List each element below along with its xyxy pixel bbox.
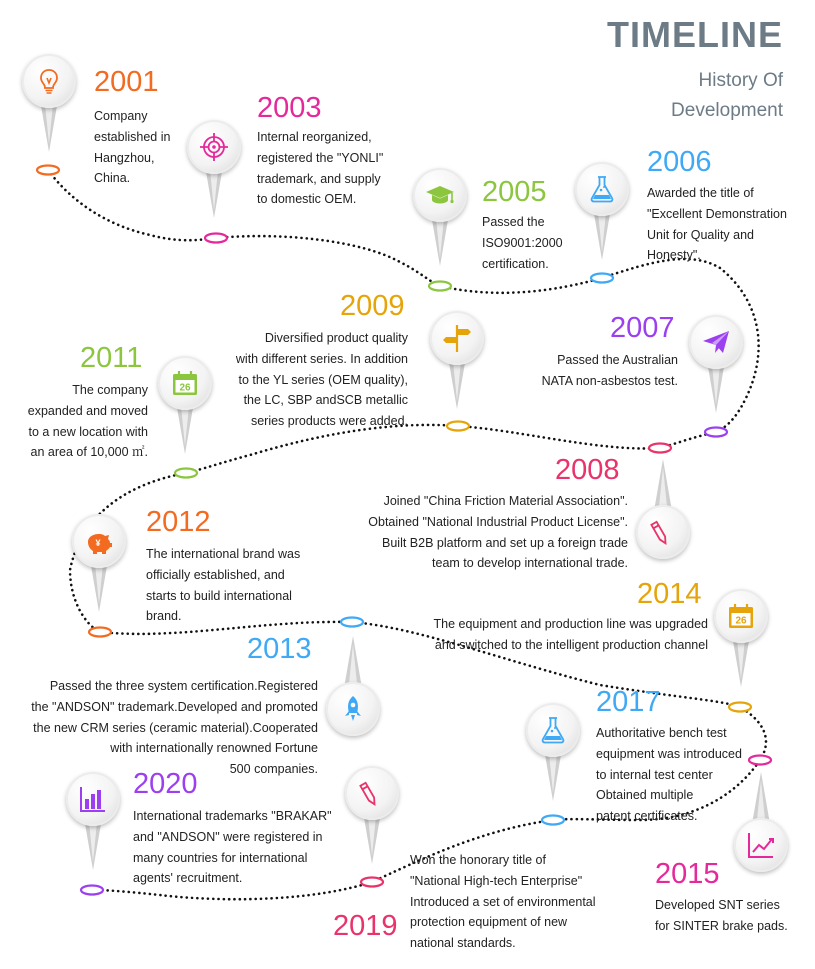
description-line: The equipment and production line was upgraded — [433, 617, 708, 631]
pin-2012 — [72, 514, 126, 622]
flask-icon — [584, 171, 620, 207]
year-label-2014: 2014 — [637, 578, 702, 610]
bar-chart-icon — [75, 781, 111, 817]
timeline-node-2001 — [37, 166, 59, 175]
subtitle-line-2: Development — [671, 100, 783, 121]
description-line: Introduced a set of environmental — [410, 894, 596, 909]
page-subtitle — [671, 66, 783, 126]
piggy-bank-icon — [81, 523, 117, 559]
description-line: team to develop international trade. — [432, 556, 628, 571]
pin-2011 — [158, 356, 212, 464]
description-line: NATA non-asbestos test. — [541, 373, 678, 388]
description-line: certification. — [482, 256, 549, 271]
pin-tail-shine — [757, 780, 765, 820]
timeline-node-2006 — [591, 274, 613, 283]
timeline-node-2011 — [175, 469, 197, 478]
description-line: Built B2B platform and set up a foreign trade — [382, 535, 628, 550]
pin-tail-shine — [549, 753, 557, 793]
description-line: Honesty". — [647, 248, 701, 263]
description-line: established in — [94, 129, 171, 144]
pin-tail-shine — [210, 170, 218, 210]
year-label-2005: 2005 — [482, 176, 547, 208]
year-label-2001: 2001 — [94, 66, 159, 98]
description-line: Diversified product quality — [264, 331, 408, 345]
pin-2007 — [689, 315, 743, 423]
flask-icon — [535, 712, 571, 748]
description-line: national standards. — [410, 936, 516, 951]
event-description-2014 — [360, 614, 708, 656]
description-line: the "ANDSON" trademark.Developed and promoted — [31, 699, 318, 714]
description-line: China. — [94, 171, 131, 186]
description-line: Internal reorganized, — [257, 130, 372, 144]
pin-2014 — [714, 589, 768, 697]
pin-tail-shine — [598, 212, 606, 252]
event-description-2015 — [655, 895, 815, 937]
calendar-icon — [167, 365, 203, 401]
timeline-node-2014 — [729, 703, 751, 712]
event-description-2006 — [647, 183, 807, 266]
year-label-2013: 2013 — [247, 633, 312, 665]
pin-2020 — [66, 772, 120, 880]
description-line: brand. — [146, 609, 182, 624]
description-line: with internationally renowned Fortune — [110, 741, 318, 756]
calendar-icon — [723, 598, 759, 634]
year-label-2008: 2008 — [555, 454, 620, 486]
page-title: TIMELINE — [607, 14, 783, 55]
description-line: "Excellent Demonstration — [647, 206, 787, 221]
pencil-icon — [645, 514, 681, 550]
timeline-node-2005 — [429, 282, 451, 291]
description-line: equipment was introduced — [596, 746, 742, 761]
pin-2001 — [22, 54, 76, 162]
description-line: to the YL series (OEM quality), — [238, 372, 408, 387]
pin-tail-shine — [659, 467, 667, 507]
description-line: agents' recruitment. — [133, 871, 243, 886]
pin-2003 — [187, 120, 241, 228]
pin-tail-shine — [737, 639, 745, 679]
pin-2019 — [345, 766, 399, 874]
description-line: trademark, and supply — [257, 171, 381, 186]
year-label-2019: 2019 — [333, 910, 398, 942]
year-label-2009: 2009 — [340, 290, 405, 322]
year-label-2006: 2006 — [647, 146, 712, 178]
timeline-node-2017 — [542, 816, 564, 825]
target-icon — [196, 129, 232, 165]
description-line: Joined "China Friction Material Association". — [383, 494, 628, 508]
timeline-node-2003 — [205, 234, 227, 243]
year-label-2020: 2020 — [133, 768, 198, 800]
description-line: protection equipment of new — [410, 915, 568, 930]
subtitle-line-1: History Of — [698, 70, 783, 91]
pencil-icon — [354, 775, 390, 811]
description-line: Unit for Quality and — [647, 227, 754, 242]
description-line: registered the "YONLI" — [257, 150, 384, 165]
timeline-node-2009 — [447, 422, 469, 431]
description-line: series products were added. — [250, 414, 408, 429]
lightbulb-icon — [31, 63, 67, 99]
description-line: Hangzhou, — [94, 150, 155, 165]
description-line: and switched to the intelligent production channel — [434, 637, 708, 652]
year-label-2015: 2015 — [655, 858, 720, 890]
year-label-2012: 2012 — [146, 506, 211, 538]
event-description-2003 — [257, 127, 417, 210]
event-description-2017 — [596, 723, 756, 827]
description-line: Authoritative bench test — [596, 726, 727, 740]
event-description-2009 — [210, 328, 408, 432]
description-line: to domestic OEM. — [257, 192, 357, 207]
pin-tail-shine — [712, 365, 720, 405]
description-line: the new CRM series (ceramic material).Cooperated — [33, 720, 318, 735]
graduation-cap-icon — [422, 177, 458, 213]
signpost-icon — [439, 320, 475, 356]
description-line: ISO9001:2000 — [482, 235, 563, 250]
description-line: "National High-tech Enterprise" — [410, 873, 583, 888]
description-line: Passed the Australian — [557, 353, 678, 367]
svg-text:¥: ¥ — [95, 538, 101, 548]
event-description-2008 — [300, 491, 628, 574]
pin-2006 — [575, 162, 629, 270]
pin-tail-shine — [181, 406, 189, 446]
description-line: Won the honorary title of — [410, 853, 546, 867]
pin-tail-shine — [453, 361, 461, 401]
svg-text:26: 26 — [735, 615, 747, 627]
svg-text:26: 26 — [179, 382, 191, 394]
description-line: Obtained multiple — [596, 788, 694, 803]
event-description-2019 — [410, 850, 610, 954]
description-line: The company — [72, 383, 148, 397]
timeline-node-2020 — [81, 886, 103, 895]
description-line: Awarded the title of — [647, 186, 754, 200]
pin-tail-shine — [436, 218, 444, 258]
year-label-2017: 2017 — [596, 686, 661, 718]
description-line: to internal test center — [596, 767, 713, 782]
year-label-2003: 2003 — [257, 92, 322, 124]
event-description-2001 — [94, 106, 199, 189]
pin-2009 — [430, 311, 484, 419]
event-description-2013 — [0, 676, 318, 780]
timeline-node-2007 — [705, 428, 727, 437]
description-line: 500 companies. — [229, 762, 318, 777]
pin-tail-shine — [89, 822, 97, 862]
pin-tail-shine — [349, 644, 357, 684]
description-line: The international brand was — [146, 547, 301, 561]
description-line: the LC, SBP andSCB metallic — [243, 393, 408, 408]
event-description-2011 — [0, 380, 148, 463]
description-line: many countries for international — [133, 850, 308, 865]
description-line: to a new location with — [28, 424, 148, 439]
description-line: patent certificates. — [596, 809, 698, 824]
description-line: with different series. In addition — [235, 351, 408, 366]
description-line: expanded and moved — [27, 403, 148, 418]
line-chart-icon — [743, 827, 779, 863]
description-line: Passed the — [482, 215, 545, 229]
pin-2017 — [526, 703, 580, 811]
description-line: Obtained "National Industrial Product License". — [368, 514, 628, 529]
timeline-node-2008 — [649, 444, 671, 453]
description-line: Passed the three system certification.Registered — [49, 679, 318, 693]
description-line: starts to build international — [146, 588, 292, 603]
paper-plane-icon — [698, 324, 734, 360]
timeline-node-2019 — [361, 878, 383, 887]
description-line: Developed SNT series — [655, 898, 780, 912]
description-line: and "ANDSON" were registered in — [133, 829, 323, 844]
rocket-icon — [335, 691, 371, 727]
event-description-2007 — [490, 350, 678, 392]
pin-2005 — [413, 168, 467, 276]
timeline-node-2012 — [89, 628, 111, 637]
description-line: Company — [94, 109, 148, 123]
event-description-2020 — [133, 806, 348, 889]
description-line: an area of 10,000 ㎡. — [30, 445, 148, 460]
year-label-2007: 2007 — [610, 312, 675, 344]
pin-tail-shine — [45, 104, 53, 144]
pin-tail-shine — [95, 564, 103, 604]
description-line: officially established, and — [146, 567, 285, 582]
event-description-2012 — [146, 544, 321, 627]
year-label-2011: 2011 — [80, 342, 143, 374]
description-line: International trademarks "BRAKAR" — [133, 809, 332, 823]
pin-tail-shine — [368, 816, 376, 856]
description-line: for SINTER brake pads. — [655, 918, 788, 933]
